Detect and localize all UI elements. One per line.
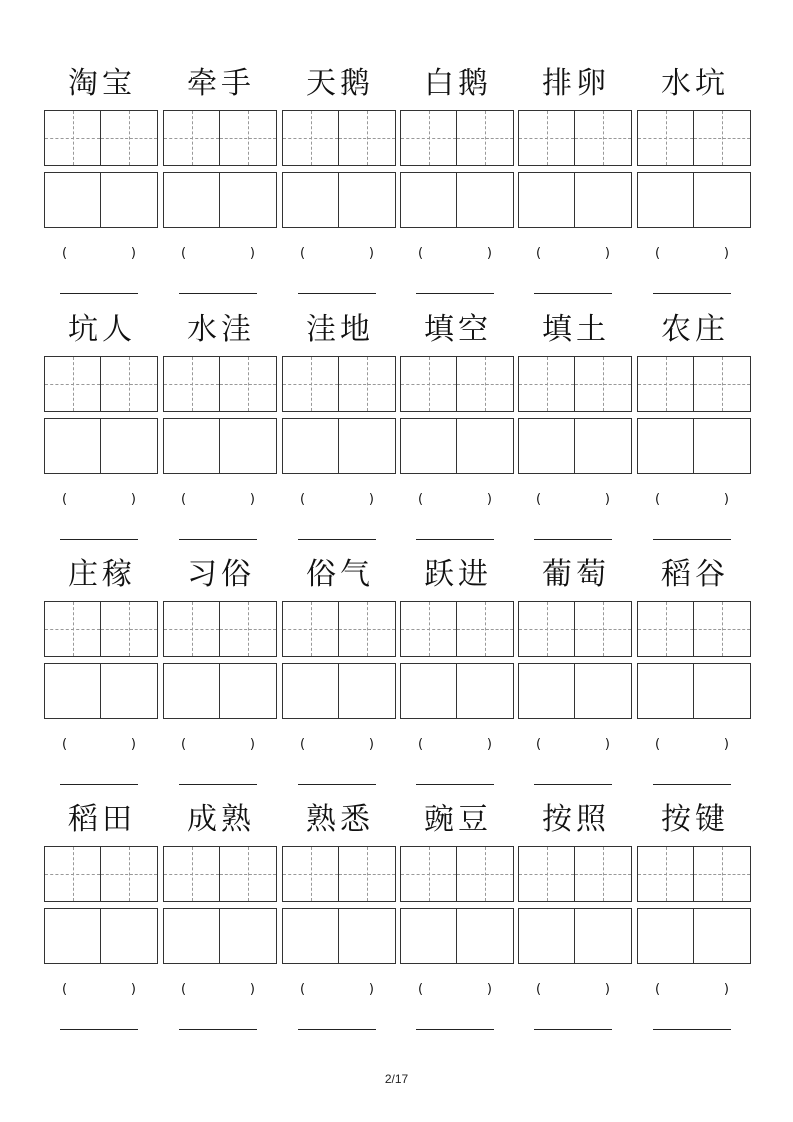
writing-grid[interactable] xyxy=(282,908,396,964)
word-row xyxy=(0,798,793,1044)
word-cell xyxy=(518,62,634,308)
word-label: 白鹅 xyxy=(424,66,492,101)
tianzige-dashed-grid[interactable] xyxy=(637,356,751,412)
word-label: 按键 xyxy=(661,802,729,837)
pinyin-parentheses: ( ) xyxy=(62,737,136,752)
writing-grid[interactable] xyxy=(163,908,277,964)
tianzige-dashed-grid[interactable] xyxy=(637,110,751,166)
pinyin-parentheses: ( ) xyxy=(62,492,136,507)
word-label: 习俗 xyxy=(187,557,255,592)
page-number: 2/17 xyxy=(384,1072,409,1086)
word-label: 稻田 xyxy=(68,802,136,837)
writing-grid[interactable] xyxy=(282,418,396,474)
word-label: 农庄 xyxy=(661,312,729,347)
word-label: 豌豆 xyxy=(424,802,492,837)
writing-grid[interactable] xyxy=(518,663,632,719)
pinyin-parentheses: ( ) xyxy=(181,246,255,261)
word-cell xyxy=(282,553,398,799)
pinyin-parentheses: ( ) xyxy=(300,492,374,507)
answer-underline[interactable] xyxy=(416,1029,494,1030)
word-cell xyxy=(163,798,279,1044)
word-cell xyxy=(282,798,398,1044)
word-label: 跃进 xyxy=(424,557,492,592)
pinyin-parentheses: ( ) xyxy=(536,982,610,997)
writing-grid[interactable] xyxy=(637,908,751,964)
answer-underline[interactable] xyxy=(416,539,494,540)
word-label: 淘宝 xyxy=(68,66,136,101)
writing-grid[interactable] xyxy=(518,908,632,964)
writing-grid[interactable] xyxy=(163,172,277,228)
writing-grid[interactable] xyxy=(44,418,158,474)
pinyin-parentheses: ( ) xyxy=(300,737,374,752)
word-label: 成熟 xyxy=(187,802,255,837)
writing-grid[interactable] xyxy=(44,172,158,228)
writing-grid[interactable] xyxy=(44,663,158,719)
answer-underline[interactable] xyxy=(298,1029,376,1030)
pinyin-parentheses: ( ) xyxy=(300,246,374,261)
pinyin-parentheses: ( ) xyxy=(655,982,729,997)
word-label: 坑人 xyxy=(68,312,136,347)
answer-underline[interactable] xyxy=(179,784,257,785)
answer-underline[interactable] xyxy=(653,539,731,540)
tianzige-dashed-grid[interactable] xyxy=(44,110,158,166)
tianzige-dashed-grid[interactable] xyxy=(518,110,632,166)
word-label: 填空 xyxy=(424,312,492,347)
writing-grid[interactable] xyxy=(163,418,277,474)
answer-underline[interactable] xyxy=(60,784,138,785)
writing-grid[interactable] xyxy=(637,172,751,228)
word-label: 稻谷 xyxy=(661,557,729,592)
writing-grid[interactable] xyxy=(400,172,514,228)
word-label: 牵手 xyxy=(187,66,255,101)
tianzige-dashed-grid[interactable] xyxy=(282,601,396,657)
tianzige-dashed-grid[interactable] xyxy=(518,356,632,412)
tianzige-dashed-grid[interactable] xyxy=(400,601,514,657)
answer-underline[interactable] xyxy=(298,784,376,785)
writing-grid[interactable] xyxy=(163,663,277,719)
word-cell xyxy=(44,308,160,554)
answer-underline[interactable] xyxy=(416,293,494,294)
word-row xyxy=(0,62,793,308)
word-cell xyxy=(400,798,516,1044)
writing-grid[interactable] xyxy=(282,172,396,228)
word-cell xyxy=(44,798,160,1044)
word-cell xyxy=(637,62,753,308)
word-label: 填土 xyxy=(542,312,610,347)
word-cell xyxy=(44,62,160,308)
tianzige-dashed-grid[interactable] xyxy=(163,601,277,657)
writing-grid[interactable] xyxy=(637,418,751,474)
word-cell xyxy=(400,62,516,308)
word-cell xyxy=(518,308,634,554)
writing-grid[interactable] xyxy=(400,418,514,474)
tianzige-dashed-grid[interactable] xyxy=(44,601,158,657)
pinyin-parentheses: ( ) xyxy=(418,492,492,507)
tianzige-dashed-grid[interactable] xyxy=(282,356,396,412)
word-cell xyxy=(637,553,753,799)
answer-underline[interactable] xyxy=(60,539,138,540)
answer-underline[interactable] xyxy=(179,293,257,294)
answer-underline[interactable] xyxy=(416,784,494,785)
word-label: 水洼 xyxy=(187,312,255,347)
pinyin-parentheses: ( ) xyxy=(181,492,255,507)
pinyin-parentheses: ( ) xyxy=(418,982,492,997)
tianzige-dashed-grid[interactable] xyxy=(163,846,277,902)
word-cell xyxy=(400,553,516,799)
answer-underline[interactable] xyxy=(60,1029,138,1030)
writing-grid[interactable] xyxy=(400,908,514,964)
tianzige-dashed-grid[interactable] xyxy=(637,601,751,657)
pinyin-parentheses: ( ) xyxy=(181,737,255,752)
word-label: 熟悉 xyxy=(306,802,374,837)
pinyin-parentheses: ( ) xyxy=(536,492,610,507)
pinyin-parentheses: ( ) xyxy=(181,982,255,997)
writing-grid[interactable] xyxy=(637,663,751,719)
word-cell xyxy=(163,62,279,308)
answer-underline[interactable] xyxy=(60,293,138,294)
pinyin-parentheses: ( ) xyxy=(300,982,374,997)
answer-underline[interactable] xyxy=(179,1029,257,1030)
tianzige-dashed-grid[interactable] xyxy=(400,110,514,166)
answer-underline[interactable] xyxy=(653,1029,731,1030)
word-label: 庄稼 xyxy=(68,557,136,592)
pinyin-parentheses: ( ) xyxy=(418,246,492,261)
word-cell xyxy=(637,798,753,1044)
word-cell xyxy=(282,308,398,554)
word-row xyxy=(0,308,793,554)
pinyin-parentheses: ( ) xyxy=(536,737,610,752)
writing-grid[interactable] xyxy=(518,418,632,474)
tianzige-dashed-grid[interactable] xyxy=(518,846,632,902)
word-label: 洼地 xyxy=(306,312,374,347)
word-cell xyxy=(637,308,753,554)
answer-underline[interactable] xyxy=(534,784,612,785)
pinyin-parentheses: ( ) xyxy=(62,246,136,261)
tianzige-dashed-grid[interactable] xyxy=(44,846,158,902)
answer-underline[interactable] xyxy=(179,539,257,540)
answer-underline[interactable] xyxy=(298,539,376,540)
pinyin-parentheses: ( ) xyxy=(62,982,136,997)
tianzige-dashed-grid[interactable] xyxy=(282,110,396,166)
answer-underline[interactable] xyxy=(534,293,612,294)
tianzige-dashed-grid[interactable] xyxy=(44,356,158,412)
writing-grid[interactable] xyxy=(282,663,396,719)
answer-underline[interactable] xyxy=(534,1029,612,1030)
tianzige-dashed-grid[interactable] xyxy=(400,356,514,412)
tianzige-dashed-grid[interactable] xyxy=(163,110,277,166)
word-label: 按照 xyxy=(542,802,610,837)
answer-underline[interactable] xyxy=(653,293,731,294)
writing-grid[interactable] xyxy=(400,663,514,719)
pinyin-parentheses: ( ) xyxy=(655,492,729,507)
word-label: 排卵 xyxy=(542,66,610,101)
tianzige-dashed-grid[interactable] xyxy=(282,846,396,902)
tianzige-dashed-grid[interactable] xyxy=(637,846,751,902)
word-label: 俗气 xyxy=(306,557,374,592)
pinyin-parentheses: ( ) xyxy=(655,737,729,752)
answer-underline[interactable] xyxy=(534,539,612,540)
answer-underline[interactable] xyxy=(653,784,731,785)
tianzige-dashed-grid[interactable] xyxy=(400,846,514,902)
tianzige-dashed-grid[interactable] xyxy=(163,356,277,412)
word-row xyxy=(0,553,793,799)
word-label: 水坑 xyxy=(661,66,729,101)
writing-grid[interactable] xyxy=(44,908,158,964)
pinyin-parentheses: ( ) xyxy=(418,737,492,752)
word-cell xyxy=(44,553,160,799)
word-cell xyxy=(400,308,516,554)
word-label: 葡萄 xyxy=(542,557,610,592)
pinyin-parentheses: ( ) xyxy=(655,246,729,261)
pinyin-parentheses: ( ) xyxy=(536,246,610,261)
word-cell xyxy=(282,62,398,308)
writing-grid[interactable] xyxy=(518,172,632,228)
word-cell xyxy=(518,798,634,1044)
word-cell xyxy=(518,553,634,799)
word-cell xyxy=(163,308,279,554)
answer-underline[interactable] xyxy=(298,293,376,294)
word-cell xyxy=(163,553,279,799)
word-label: 天鹅 xyxy=(306,66,374,101)
tianzige-dashed-grid[interactable] xyxy=(518,601,632,657)
